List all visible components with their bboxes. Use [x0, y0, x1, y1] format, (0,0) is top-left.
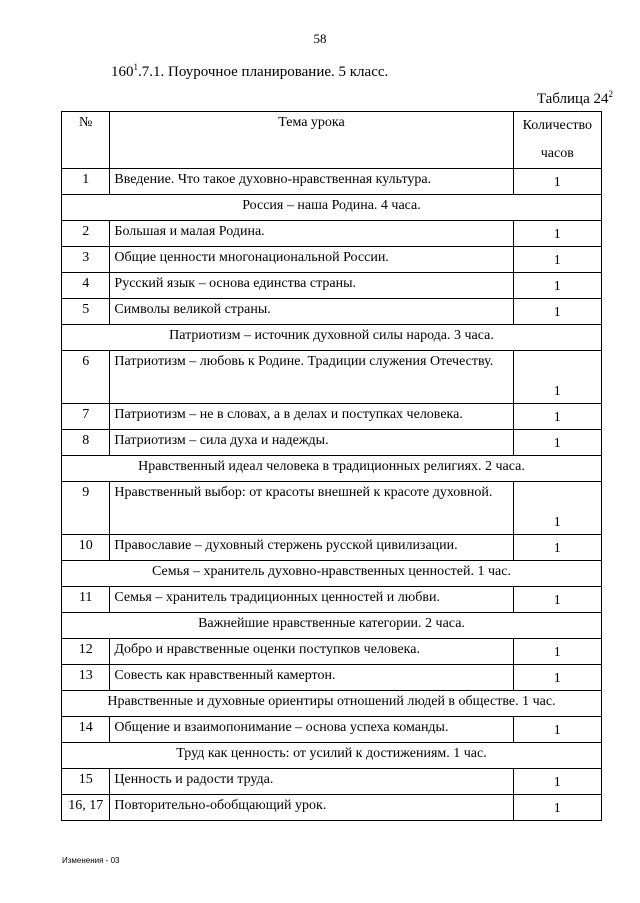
lesson-number: 15: [62, 769, 110, 795]
section-heading: [111, 62, 388, 81]
header-number: №: [62, 112, 110, 169]
lesson-number: 9: [62, 482, 110, 535]
lesson-topic: Нравственный выбор: от красоты внешней к красоте духовной.: [110, 482, 513, 535]
lesson-row: [62, 404, 602, 430]
lesson-topic: Патриотизм – не в словах, а в делах и поступках человека.: [110, 404, 513, 430]
heading-text: .7.1. Поурочное планирование. 5 класс.: [138, 64, 389, 80]
lesson-topic: Общение и взаимопонимание – основа успеха команды.: [110, 717, 513, 743]
lesson-number: 13: [62, 665, 110, 691]
lesson-number: 16, 17: [62, 795, 110, 821]
lesson-hours: 1: [513, 535, 601, 561]
lesson-hours: 1: [513, 587, 601, 613]
lesson-number: 8: [62, 430, 110, 456]
lesson-hours: 1: [513, 717, 601, 743]
lesson-topic: Введение. Что такое духовно-нравственная культура.: [110, 169, 513, 195]
section-title: Важнейшие нравственные категории. 2 часа.: [62, 613, 602, 639]
lesson-topic: Добро и нравственные оценки поступков человека.: [110, 639, 513, 665]
section-row: [62, 561, 602, 587]
heading-prefix: 160: [111, 64, 134, 80]
lesson-hours: 1: [513, 665, 601, 691]
lesson-row: [62, 639, 602, 665]
section-row: [62, 613, 602, 639]
table-header-row: [62, 112, 602, 169]
lesson-topic: Общие ценности многонациональной России.: [110, 247, 513, 273]
lesson-topic: Совесть как нравственный камертон.: [110, 665, 513, 691]
lesson-row: [62, 769, 602, 795]
lesson-row: [62, 795, 602, 821]
lesson-row: [62, 299, 602, 325]
footer-note: Изменения - 03: [62, 856, 120, 865]
table-caption-superscript: 2: [608, 89, 613, 99]
table-caption: [537, 89, 613, 108]
lesson-row: [62, 587, 602, 613]
header-topic: Тема урока: [110, 112, 513, 169]
lesson-topic: Патриотизм – любовь к Родине. Традиции служения Отечеству.: [110, 351, 513, 404]
section-row: [62, 691, 602, 717]
section-title: Семья – хранитель духовно-нравственных ценностей. 1 час.: [62, 561, 602, 587]
lesson-topic: Повторительно-обобщающий урок.: [110, 795, 513, 821]
section-title: Нравственный идеал человека в традиционных религиях. 2 часа.: [62, 456, 602, 482]
lesson-topic: Патриотизм – сила духа и надежды.: [110, 430, 513, 456]
lesson-hours: 1: [513, 273, 601, 299]
section-row: [62, 743, 602, 769]
lesson-number: 7: [62, 404, 110, 430]
lesson-number: 6: [62, 351, 110, 404]
lesson-number: 5: [62, 299, 110, 325]
lesson-hours: 1: [513, 169, 601, 195]
lesson-hours: 1: [513, 299, 601, 325]
lesson-hours: 1: [513, 430, 601, 456]
lesson-hours: 1: [513, 795, 601, 821]
section-row: [62, 456, 602, 482]
lesson-row: [62, 430, 602, 456]
section-title: Труд как ценность: от усилий к достижениям. 1 час.: [62, 743, 602, 769]
lesson-topic: Символы великой страны.: [110, 299, 513, 325]
lesson-hours: 1: [513, 351, 601, 404]
lesson-topic: Русский язык – основа единства страны.: [110, 273, 513, 299]
heading-superscript: 1: [133, 62, 138, 72]
lessons-table: [61, 111, 602, 821]
page-number: 58: [313, 31, 327, 46]
lesson-topic: Ценность и радости труда.: [110, 769, 513, 795]
lesson-row: [62, 665, 602, 691]
lesson-row: [62, 535, 602, 561]
section-row: [62, 195, 602, 221]
lesson-number: 2: [62, 221, 110, 247]
lesson-hours: 1: [513, 769, 601, 795]
lesson-row: [62, 247, 602, 273]
section-title: Россия – наша Родина. 4 часа.: [62, 195, 602, 221]
lesson-hours: 1: [513, 482, 601, 535]
lesson-number: 11: [62, 587, 110, 613]
lesson-row: [62, 273, 602, 299]
lesson-hours: 1: [513, 221, 601, 247]
lesson-topic: Православие – духовный стержень русской цивилизации.: [110, 535, 513, 561]
lesson-row: [62, 482, 602, 535]
table-body: [62, 169, 602, 821]
lesson-topic: Большая и малая Родина.: [110, 221, 513, 247]
lesson-row: [62, 221, 602, 247]
table-caption-text: Таблица 24: [536, 91, 609, 107]
lesson-row: [62, 169, 602, 195]
lesson-hours: 1: [513, 404, 601, 430]
section-title: Патриотизм – источник духовной силы народа. 3 часа.: [62, 325, 602, 351]
lesson-number: 4: [62, 273, 110, 299]
lesson-number: 1: [62, 169, 110, 195]
lesson-number: 10: [62, 535, 110, 561]
lesson-row: [62, 351, 602, 404]
lesson-number: 3: [62, 247, 110, 273]
section-row: [62, 325, 602, 351]
lesson-number: 12: [62, 639, 110, 665]
lesson-row: [62, 717, 602, 743]
lesson-hours: 1: [513, 247, 601, 273]
lesson-number: 14: [62, 717, 110, 743]
lesson-hours: 1: [513, 639, 601, 665]
lesson-topic: Семья – хранитель традиционных ценностей и любви.: [110, 587, 513, 613]
header-hours: Количество часов: [513, 112, 601, 169]
section-title: Нравственные и духовные ориентиры отношений людей в обществе. 1 час.: [62, 691, 602, 717]
